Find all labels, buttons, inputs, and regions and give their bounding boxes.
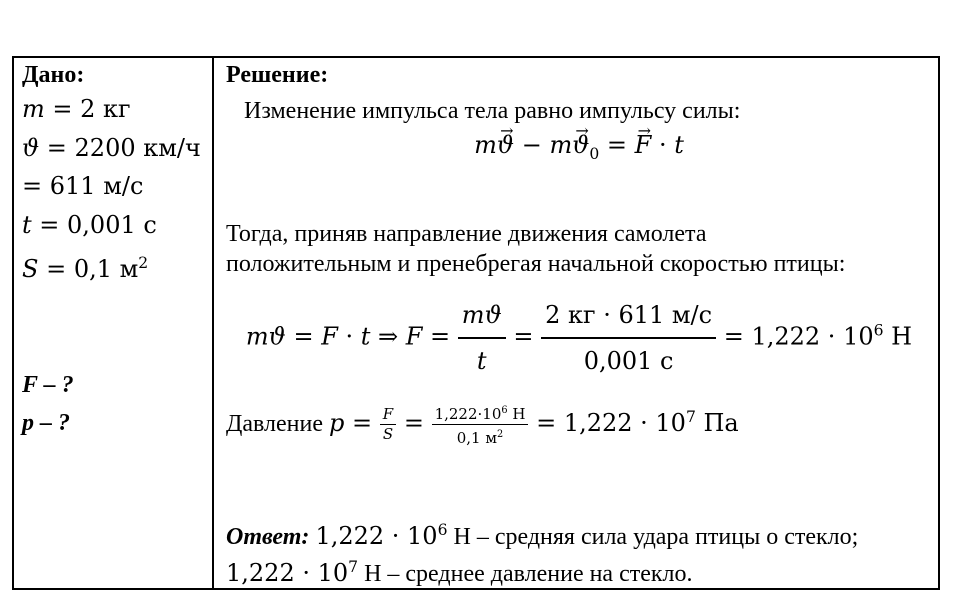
force-equation: mϑ = F · t ⇒ F = $\frac{mϑ}{t}$ = $\frac{2 кг \cdot 611 м/с}{0,001 с}$ = $1,222 \cdot 10^6$ Н — [226, 297, 932, 379]
velocity-si-value: 611 м/с — [49, 172, 144, 200]
answer-line-2: $1,222 \cdot 10^7$ Н – среднее давление на стекло. — [226, 557, 693, 587]
given-column — [22, 60, 208, 443]
find-force: F – ? — [22, 371, 74, 398]
pressure-fraction: $\frac{1,222\cdot 10^6 Н}{0,1 м^2}$ — [432, 402, 529, 447]
find-pressure: p – ? — [22, 410, 70, 436]
column-divider — [212, 56, 214, 590]
solution-intro: Изменение импульса тела равно импульсу силы: — [244, 98, 741, 124]
answer-label: Ответ: — [226, 523, 310, 550]
given-area: S = 0,1 $м^2$ — [22, 254, 149, 283]
force-fraction-numeric: $\frac{2 кг \cdot 611 м/с}{0,001 с}$ — [541, 297, 716, 379]
mass-value: 2 кг — [80, 95, 131, 123]
answer-line-1: Ответ: $1,222 \cdot 10^6$ Н – средняя сила удара птицы о стекло; — [226, 520, 859, 550]
given-velocity: ϑ = 2200 км/ч — [22, 133, 201, 162]
pressure-result: 1,222 · 10 — [563, 408, 686, 437]
pressure-label: Давление — [226, 410, 324, 437]
then-line-2: положительным и пренебрегая начальной скоростью птицы: — [226, 250, 846, 277]
given-header: Дано: — [22, 62, 85, 88]
force-result: 1,222 · 10 — [751, 322, 874, 351]
solution-header: Решение: — [226, 62, 329, 88]
velocity-value: 2200 км/ч — [74, 133, 201, 162]
given-mass: m = 2 кг — [22, 95, 131, 123]
then-line-1: Тогда, приняв направление движения самолета — [226, 220, 707, 247]
given-time: t = 0,001 с — [22, 210, 157, 239]
time-value: 0,001 с — [67, 210, 157, 239]
force-fraction-symbolic: $\frac{mϑ}{t}$ — [458, 297, 506, 379]
given-velocity-si: = 611 м/с — [22, 172, 144, 200]
solution-column — [226, 60, 932, 589]
area-value: 0,1 м — [73, 255, 139, 283]
impulse-equation: mϑ → − $mϑ \to_0 = F$ → · t — [226, 130, 932, 169]
pressure-equation: Давление p = $\frac{F}{S}$ = $\frac{1,222\cdot 10^6 Н}{0,1 м^2}$ = $1,222 \cdot 10^7$ Па — [226, 397, 932, 447]
